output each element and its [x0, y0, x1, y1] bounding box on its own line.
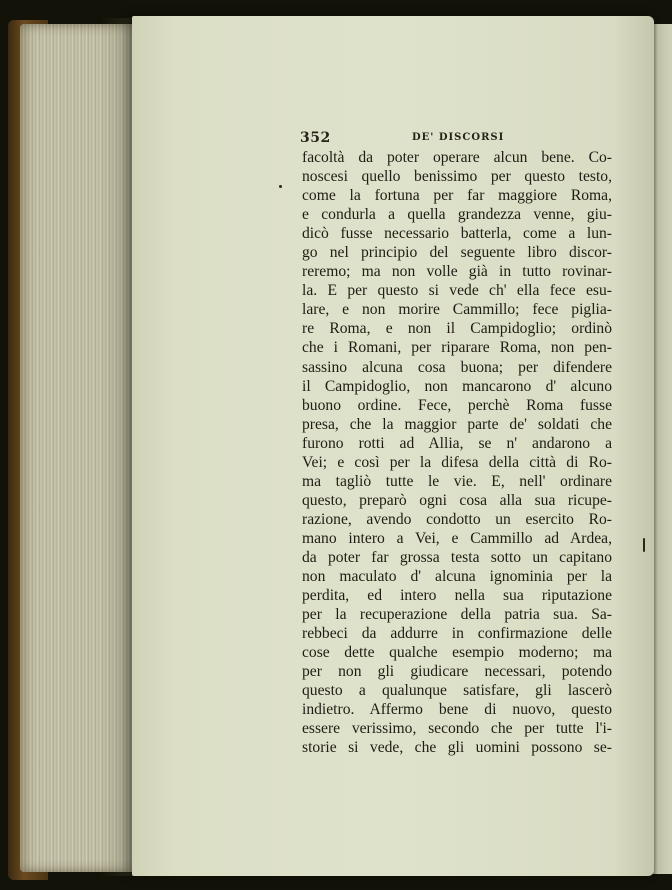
text-line: questo a qualunque satisfare, gli lascerò — [302, 682, 612, 700]
text-line: mano intero a Vei, e Cammillo ad Ardea, — [302, 529, 612, 547]
text-line: dicò fusse necessario batterla, come a lun- — [302, 225, 612, 243]
text-line: per la recuperazione della patria sua. Sa- — [302, 606, 612, 624]
text-line: sassino alcuna cosa buona; per difendere — [302, 358, 612, 376]
text-line: rebbeci da addurre in confirmazione delle — [302, 625, 612, 643]
text-line: lare, e non morire Cammillo; fece piglia- — [302, 301, 612, 319]
text-line: il Campidoglio, non mancarono d' alcuno — [302, 377, 612, 395]
body-text — [302, 148, 612, 758]
text-line: ma tagliò tutte le vie. E, nell' ordinare — [302, 472, 612, 490]
text-line: facoltà da poter operare alcun bene. Co- — [302, 149, 612, 166]
text-line: buono ordine. Fece, perchè Roma fusse — [302, 396, 612, 414]
text-line: e condurla a quella grandezza venne, giu- — [302, 206, 612, 224]
page-number: 352 — [300, 130, 331, 146]
text-line: perdita, ed intero nella sua riputazione — [302, 587, 612, 605]
text-line: furono rotti ad Allia, se n' andarono a — [302, 434, 612, 452]
text-line: razione, avendo condotto un esercito Ro- — [302, 510, 612, 528]
running-head — [300, 130, 520, 150]
text-line: per non gli giudicare necessari, potendo — [302, 663, 612, 681]
text-line: questo, preparò ogni cosa alla sua ricupe- — [302, 491, 612, 509]
text-line: come la fortuna per far maggiore Roma, — [302, 187, 612, 205]
text-line: storie si vede, che gli uomini possono se- — [302, 739, 612, 757]
text-line: Vei; e così per la difesa della città di Ro- — [302, 453, 612, 471]
text-line: che i Romani, per riparare Roma, non pen- — [302, 339, 612, 357]
text-line: cose dette qualche esempio moderno; ma — [302, 644, 612, 662]
text-line: re Roma, e non il Campidoglio; ordinò — [302, 320, 612, 338]
text-line: indietro. Affermo bene di nuovo, questo — [302, 701, 612, 719]
running-title: DE' DISCORSI — [412, 132, 505, 143]
text-line: go nel principio del seguente libro discor- — [302, 244, 612, 262]
text-line: da poter far grossa testa sotto un capitano — [302, 548, 612, 566]
text-line: presa, che la maggior parte de' soldati che — [302, 415, 612, 433]
text-line: reremo; ma non volle già in tutto rovinar- — [302, 263, 612, 281]
text-line: essere verissimo, secondo che per tutte l'i- — [302, 720, 612, 738]
text-line: noscesi quello benissimo per questo testo, — [302, 168, 612, 186]
text-line: non maculato d' alcuna ignominia per la — [302, 568, 612, 586]
ink-speck — [279, 185, 282, 188]
ink-mark — [643, 538, 645, 552]
text-line: la. E per questo si vede ch' ella fece esu- — [302, 282, 612, 300]
